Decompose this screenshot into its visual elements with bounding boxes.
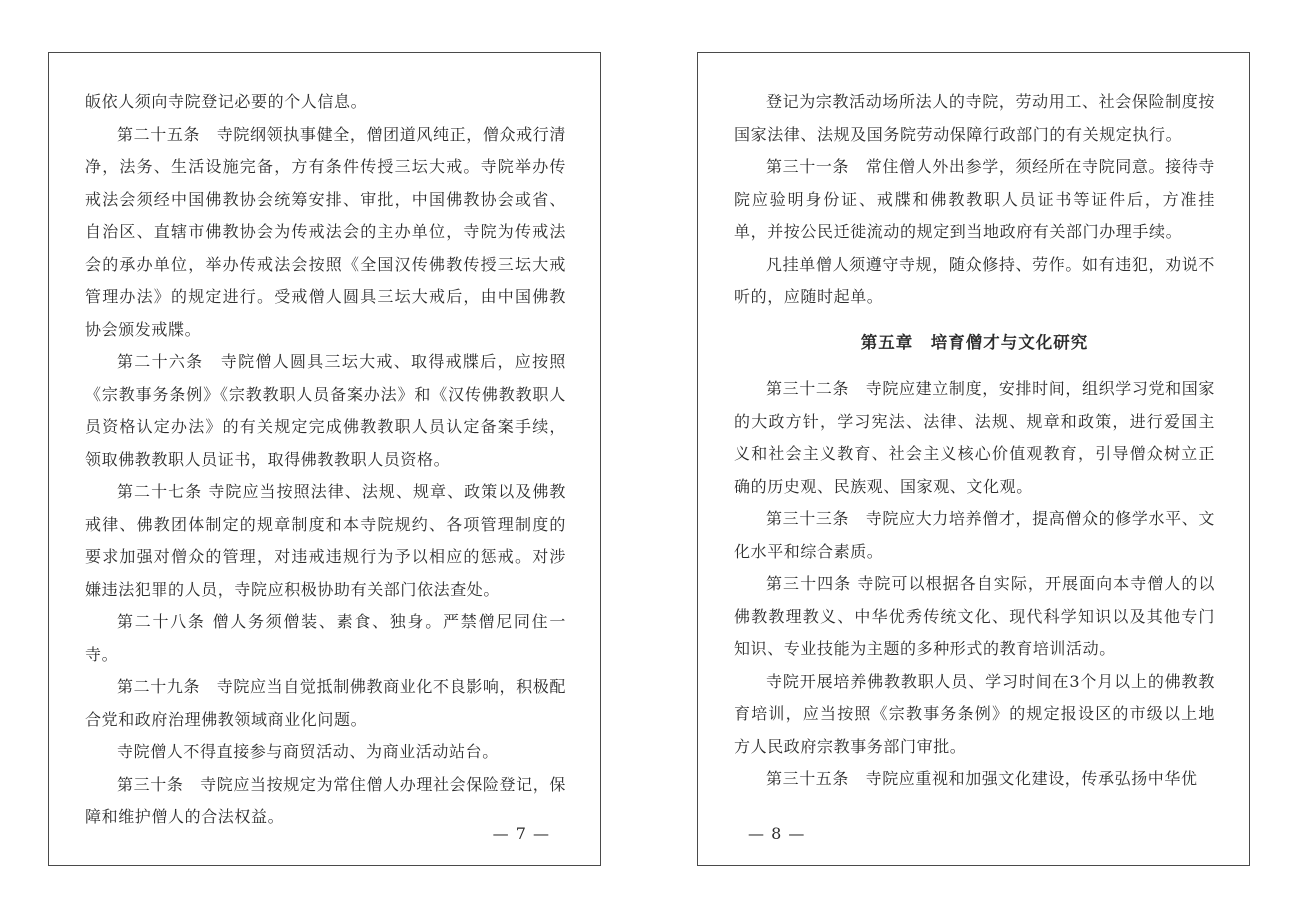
paragraph: 第二十八条 僧人务须僧装、素食、独身。严禁僧尼同住一寺。: [85, 612, 566, 664]
page-left: [48, 52, 601, 866]
page-right-content: [734, 86, 1215, 796]
paragraph: 皈依人须向寺院登记必要的个人信息。: [85, 92, 368, 111]
page-left-content: [85, 86, 566, 834]
paragraph: 第三十二条 寺院应建立制度，安排时间，组织学习党和国家的大政方针，学习宪法、法律、法规、规章和政策，进行爱国主义和社会主义教育、社会主义核心价值观教育，引导僧众树立正确的历史观、民族观、国家观、文化观。: [734, 379, 1215, 496]
paragraph: 第二十六条 寺院僧人圆具三坛大戒、取得戒牒后，应按照《宗教事务条例》《宗教教职人员备案办法》和《汉传佛教教职人员资格认定办法》的有关规定完成佛教教职人员认定备案手续，领取佛教教职人员证书，取得佛教教职人员资格。: [85, 352, 566, 469]
page-number: — 8 —: [748, 824, 806, 843]
paragraph: 第三十五条 寺院应重视和加强文化建设，传承弘扬中华优: [766, 769, 1198, 788]
page-number: — 7 —: [492, 824, 550, 843]
page-right: [697, 52, 1250, 866]
paragraph: 第三十四条 寺院可以根据各自实际，开展面向本寺僧人的以佛教教理教义、中华优秀传统文化、现代科学知识以及其他专门知识、专业技能为主题的多种形式的教育培训活动。: [734, 574, 1215, 658]
paragraph: 寺院僧人不得直接参与商贸活动、为商业活动站台。: [117, 742, 499, 761]
paragraph: 登记为宗教活动场所法人的寺院，劳动用工、社会保险制度按国家法律、法规及国务院劳动保障行政部门的有关规定执行。: [734, 92, 1215, 144]
paragraph: 第二十五条 寺院纲领执事健全，僧团道风纯正，僧众戒行清净，法务、生活设施完备，方有条件传授三坛大戒。寺院举办传戒法会须经中国佛教协会统筹安排、审批，中国佛教协会或省、自治区、直辖市佛教协会为传戒法会的主办单位，寺院为传戒法会的承办单位，举办传戒法会按照《全国汉传佛教传授三坛大戒管理办法》的规定进行。受戒僧人圆具三坛大戒后，由中国佛教协会颁发戒牒。: [85, 124, 566, 339]
chapter-title: 第五章 培育僧才与文化研究: [860, 332, 1089, 352]
paragraph: 第三十条 寺院应当按规定为常住僧人办理社会保险登记，保障和维护僧人的合法权益。: [85, 774, 566, 826]
paragraph: 第三十一条 常住僧人外出参学，须经所在寺院同意。接待寺院应验明身份证、戒牒和佛教教职人员证书等证件后，方准挂单，并按公民迁徙流动的规定到当地政府有关部门办理手续。: [734, 157, 1215, 241]
paragraph: 第二十九条 寺院应当自觉抵制佛教商业化不良影响，积极配合党和政府治理佛教领域商业化问题。: [85, 677, 566, 729]
paragraph: 第二十七条 寺院应当按照法律、法规、规章、政策以及佛教戒律、佛教团体制定的规章制度和本寺院规约、各项管理制度的要求加强对僧众的管理，对违戒违规行为予以相应的惩戒。对涉嫌违法犯罪的人员，寺院应积极协助有关部门依法查处。: [85, 482, 566, 599]
paragraph: 第三十三条 寺院应大力培养僧才，提高僧众的修学水平、文化水平和综合素质。: [734, 509, 1215, 561]
paragraph: 寺院开展培养佛教教职人员、学习时间在3个月以上的佛教教育培训，应当按照《宗教事务条例》的规定报设区的市级以上地方人民政府宗教事务部门审批。: [734, 671, 1215, 756]
paragraph: 凡挂单僧人须遵守寺规，随众修持、劳作。如有违犯，劝说不听的，应随时起单。: [734, 254, 1215, 306]
